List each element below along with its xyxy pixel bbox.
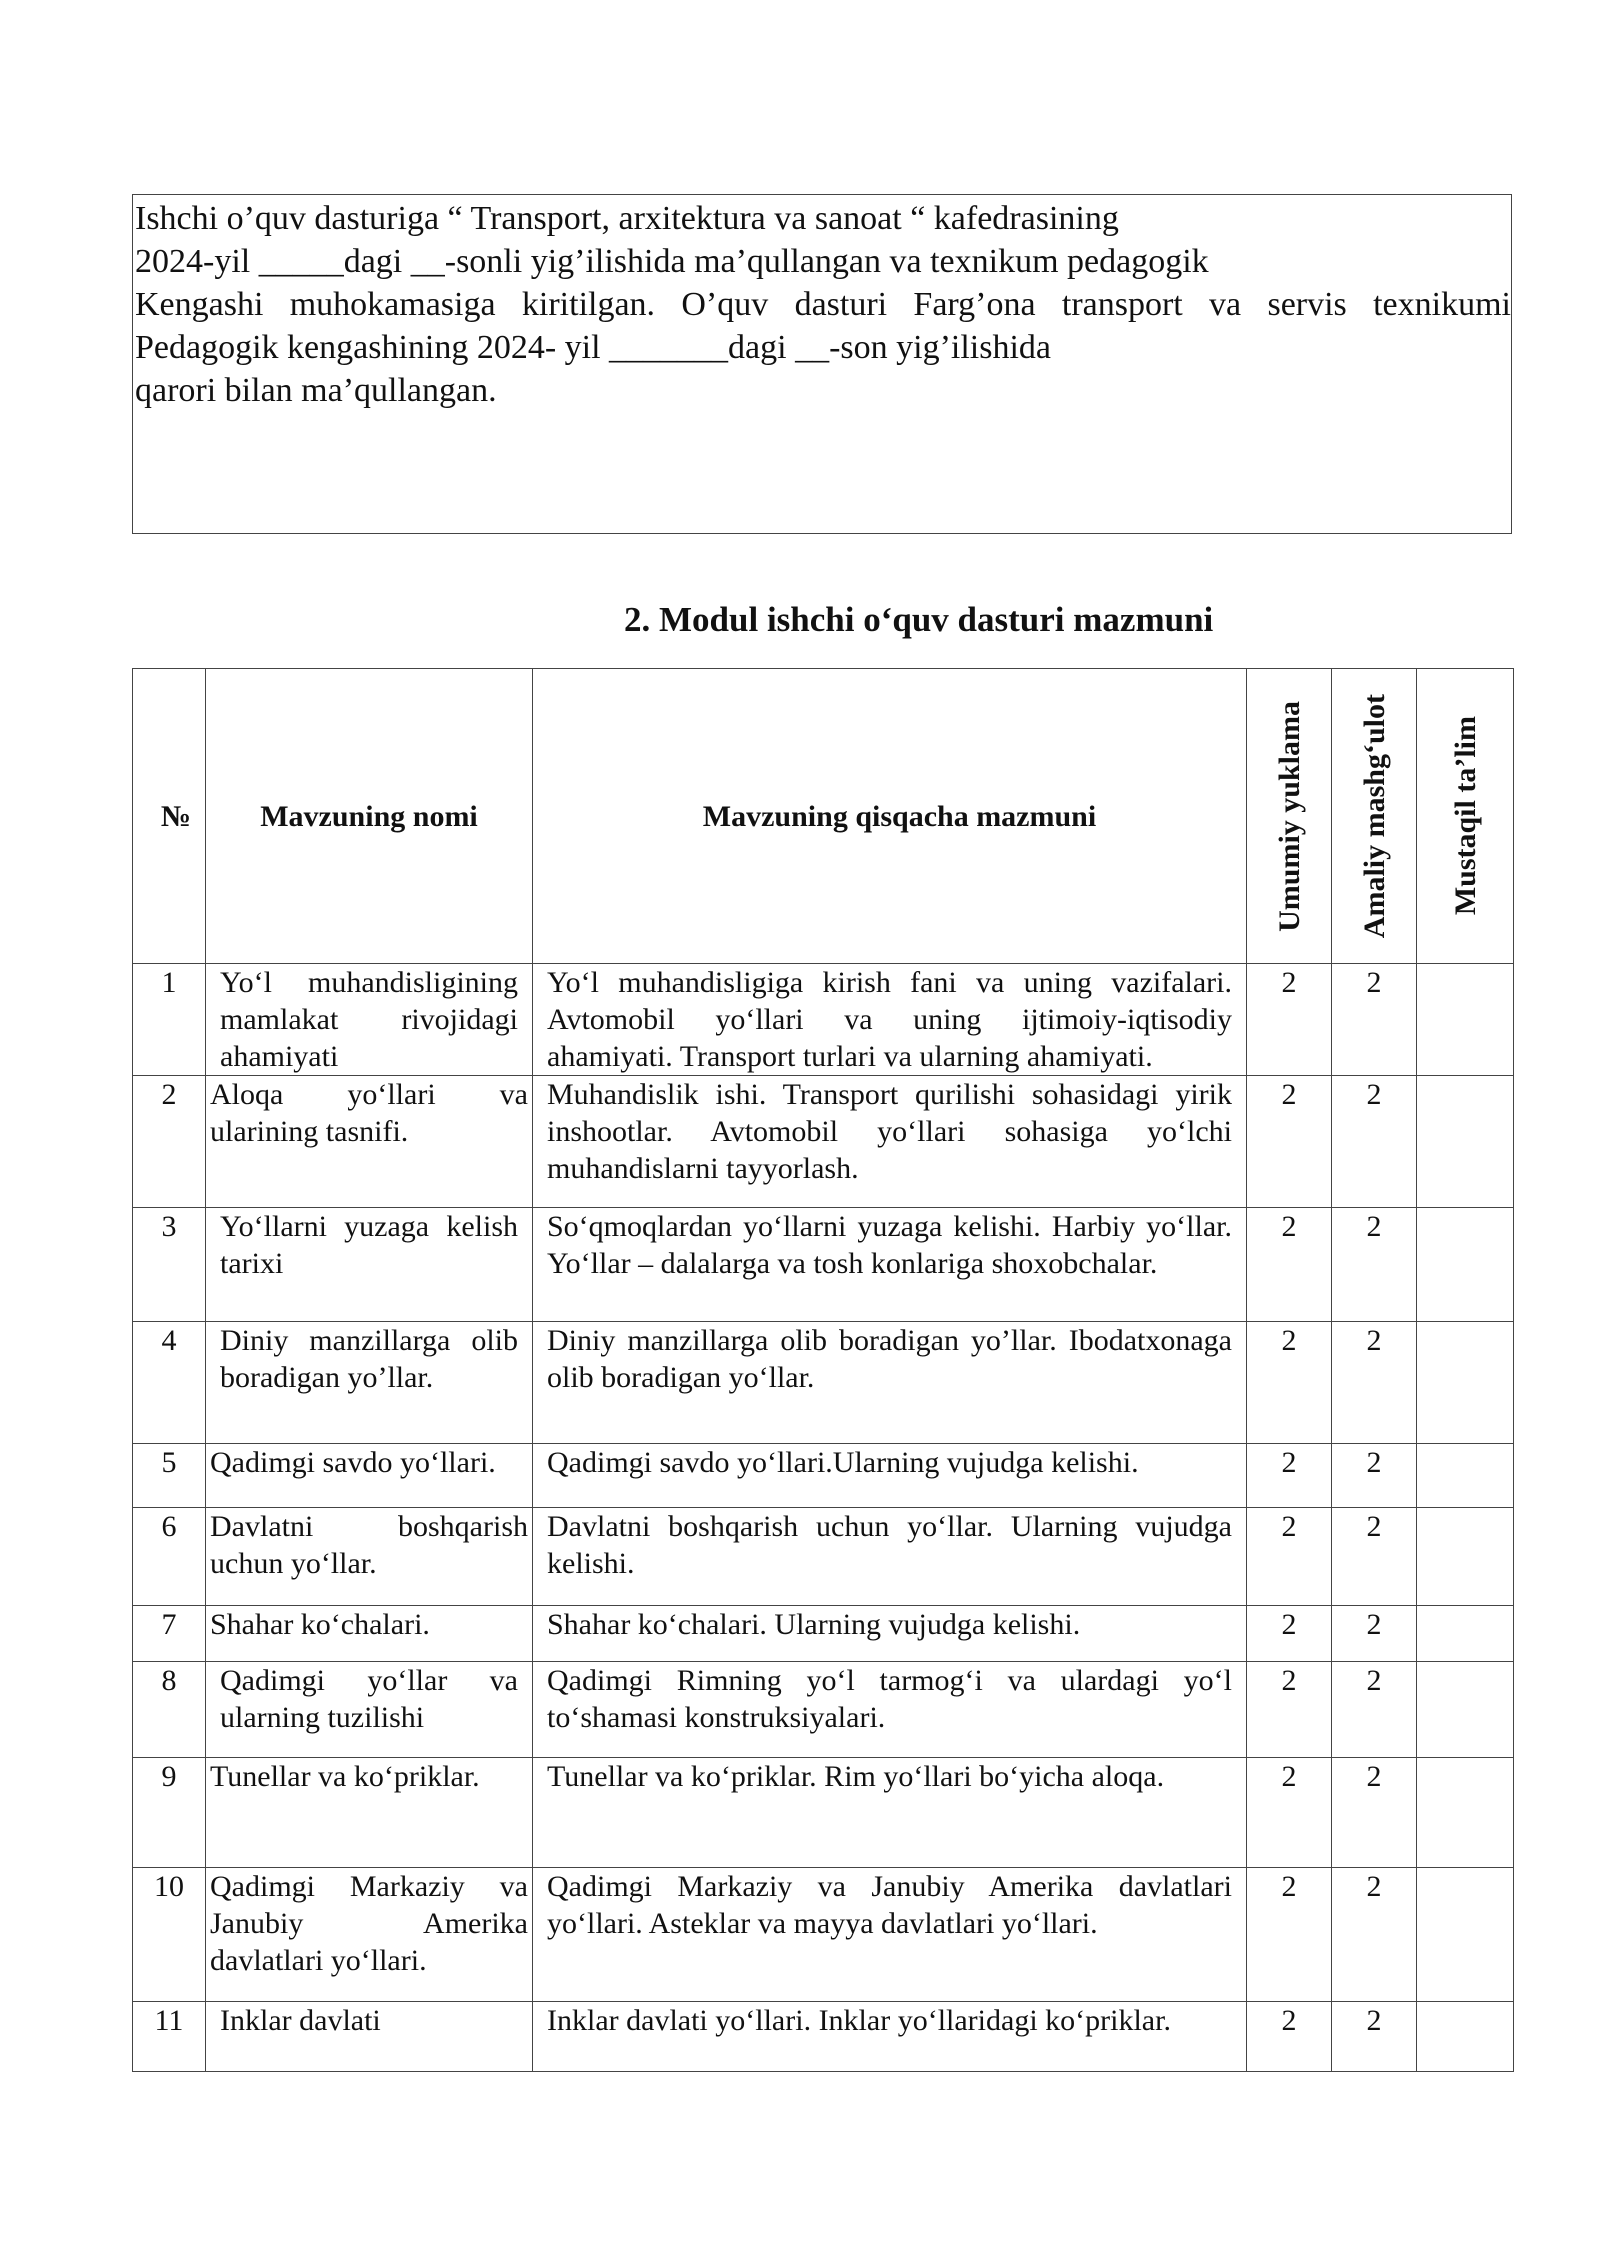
- row-practical-hours: 2: [1332, 1868, 1417, 2002]
- approval-line-1: Ishchi o’quv dasturiga “ Transport, arxitektura va sanoat “ kafedrasining: [135, 200, 1119, 237]
- row-number: 3: [133, 1208, 206, 1322]
- table-row: [133, 964, 1514, 1076]
- row-practical-hours: 2: [1332, 2002, 1417, 2072]
- row-practical-hours: 2: [1332, 1322, 1417, 1444]
- row-total-load: 2: [1247, 1758, 1332, 1868]
- row-number: 10: [133, 1868, 206, 2002]
- row-independent-hours: [1417, 1076, 1514, 1208]
- header-total-load: [1247, 669, 1332, 964]
- row-practical-hours: 2: [1332, 1606, 1417, 1662]
- row-number: 7: [133, 1606, 206, 1662]
- row-topic-summary: [533, 2002, 1247, 2072]
- table-row: [133, 2002, 1514, 2072]
- header-topic-name: Mavzuning nomi: [206, 669, 533, 964]
- row-independent-hours: [1417, 1322, 1514, 1444]
- header-practical: [1332, 669, 1417, 964]
- row-independent-hours: [1417, 1606, 1514, 1662]
- row-number: 11: [133, 2002, 206, 2072]
- row-topic-summary-text: So‘qmoqlardan yo‘llarni yuzaga kelishi. Harbiy yo‘llar. Yo‘llar – dalalarga va tosh konlariga shoxobchalar.: [547, 1210, 1232, 1280]
- row-independent-hours: [1417, 964, 1514, 1076]
- approval-note-box: [132, 194, 1512, 534]
- row-independent-hours: [1417, 1758, 1514, 1868]
- row-total-load: 2: [1247, 1868, 1332, 2002]
- row-topic-summary: [533, 1868, 1247, 2002]
- row-topic-name: [206, 1508, 533, 1606]
- row-number: 8: [133, 1662, 206, 1758]
- row-topic-summary-text: Diniy manzillarga olib boradigan yo’llar. Ibodatxonaga olib boradigan yo‘llar.: [547, 1324, 1232, 1394]
- header-independent: [1417, 669, 1514, 964]
- row-independent-hours: [1417, 1508, 1514, 1606]
- header-total-load-label: Umumiy yuklama: [1272, 700, 1306, 932]
- table-row: [133, 1662, 1514, 1758]
- row-topic-name: [206, 1868, 533, 2002]
- module-content-table: [132, 668, 1514, 2072]
- header-number: №: [133, 669, 206, 964]
- row-topic-summary-text: Inklar davlati yo‘llari. Inklar yo‘llaridagi ko‘priklar.: [547, 2004, 1171, 2037]
- row-topic-name: [206, 2002, 533, 2072]
- table-row: [133, 1758, 1514, 1868]
- row-topic-summary: [533, 964, 1247, 1076]
- row-topic-name-text: Yo‘l muhandisligining mamlakat rivojidagi ahamiyati: [220, 966, 518, 1073]
- row-topic-summary: [533, 1606, 1247, 1662]
- row-topic-name-text: Diniy manzillarga olib boradigan yo’llar.: [220, 1324, 518, 1394]
- row-independent-hours: [1417, 1868, 1514, 2002]
- row-total-load: 2: [1247, 1076, 1332, 1208]
- table-row: [133, 1076, 1514, 1208]
- row-topic-name-text: Qadimgi yo‘llar va ularning tuzilishi: [220, 1664, 518, 1734]
- row-topic-name: [206, 1322, 533, 1444]
- row-topic-summary: [533, 1758, 1247, 1868]
- row-practical-hours: 2: [1332, 1444, 1417, 1508]
- header-topic-summary: Mavzuning qisqacha mazmuni: [533, 669, 1247, 964]
- row-number: 4: [133, 1322, 206, 1444]
- approval-line-5: qarori bilan ma’qullangan.: [135, 372, 497, 409]
- row-topic-summary: [533, 1662, 1247, 1758]
- row-topic-name-text: Yo‘llarni yuzaga kelish tarixi: [220, 1210, 518, 1280]
- row-number: 9: [133, 1758, 206, 1868]
- table-row: [133, 1322, 1514, 1444]
- row-independent-hours: [1417, 1662, 1514, 1758]
- approval-line-3: Kengashi muhokamasiga kiritilgan. O’quv dasturi Farg’ona transport va servis texnikumi: [135, 286, 1511, 323]
- row-topic-summary-text: Shahar ko‘chalari. Ularning vujudga kelishi.: [547, 1608, 1081, 1641]
- row-number: 1: [133, 964, 206, 1076]
- row-topic-summary-text: Qadimgi Rimning yo‘l tarmog‘i va ulardagi yo‘l to‘shamasi konstruksiyalari.: [547, 1664, 1232, 1734]
- row-total-load: 2: [1247, 1208, 1332, 1322]
- row-number: 2: [133, 1076, 206, 1208]
- approval-line-2: 2024-yil _____dagi __-sonli yig’ilishida ma’qullangan va texnikum pedagogik: [135, 243, 1209, 280]
- row-topic-summary-text: Tunellar va ko‘priklar. Rim yo‘llari bo‘yicha aloqa.: [547, 1760, 1165, 1793]
- row-total-load: 2: [1247, 1662, 1332, 1758]
- row-independent-hours: [1417, 1444, 1514, 1508]
- row-topic-name-text: Qadimgi Markaziy va Janubiy Amerika davlatlari yo‘llari.: [210, 1870, 528, 1977]
- row-topic-summary-text: Muhandislik ishi. Transport qurilishi sohasidagi yirik inshootlar. Avtomobil yo‘llari sohasiga yo‘lchi muhandislarni tayyorlash.: [547, 1078, 1232, 1185]
- row-topic-name: [206, 1208, 533, 1322]
- row-topic-name: [206, 1076, 533, 1208]
- row-topic-summary-text: Yo‘l muhandisligiga kirish fani va uning vazifalari. Avtomobil yo‘llari va uning ijtimoiy-iqtisodiy ahamiyati. Transport turlari va ularning ahamiyati.: [547, 966, 1232, 1073]
- approval-line-4: Pedagogik kengashining 2024- yil _______dagi __-son yig’ilishida: [135, 329, 1052, 366]
- row-topic-name-text: Aloqa yo‘llari va ularining tasnifi.: [210, 1078, 528, 1148]
- table-row: [133, 1868, 1514, 2002]
- row-topic-summary-text: Davlatni boshqarish uchun yo‘llar. Ularning vujudga kelishi.: [547, 1510, 1232, 1580]
- row-number: 6: [133, 1508, 206, 1606]
- row-independent-hours: [1417, 1208, 1514, 1322]
- row-total-load: 2: [1247, 964, 1332, 1076]
- row-total-load: 2: [1247, 1444, 1332, 1508]
- section-title: 2. Modul ishchi o‘quv dasturi mazmuni: [624, 600, 1214, 639]
- row-topic-name-text: Tunellar va ko‘priklar.: [210, 1760, 480, 1793]
- row-topic-summary: [533, 1444, 1247, 1508]
- row-practical-hours: 2: [1332, 1076, 1417, 1208]
- table-row: [133, 1508, 1514, 1606]
- row-topic-name: [206, 1662, 533, 1758]
- row-practical-hours: 2: [1332, 1208, 1417, 1322]
- row-topic-name-text: Qadimgi savdo yo‘llari.: [210, 1446, 496, 1479]
- row-total-load: 2: [1247, 2002, 1332, 2072]
- row-topic-name: [206, 1758, 533, 1868]
- row-total-load: 2: [1247, 1606, 1332, 1662]
- row-topic-name: [206, 1444, 533, 1508]
- row-topic-summary-text: Qadimgi Markaziy va Janubiy Amerika davlatlari yo‘llari. Asteklar va mayya davlatlari yo‘llari.: [547, 1870, 1232, 1940]
- row-topic-summary-text: Qadimgi savdo yo‘llari.Ularning vujudga kelishi.: [547, 1446, 1139, 1479]
- row-independent-hours: [1417, 2002, 1514, 2072]
- row-number: 5: [133, 1444, 206, 1508]
- row-total-load: 2: [1247, 1508, 1332, 1606]
- row-practical-hours: 2: [1332, 1662, 1417, 1758]
- row-topic-summary: [533, 1208, 1247, 1322]
- row-practical-hours: 2: [1332, 964, 1417, 1076]
- table-row: [133, 1208, 1514, 1322]
- row-topic-name-text: Shahar ko‘chalari.: [210, 1608, 430, 1641]
- row-topic-name-text: Inklar davlati: [220, 2004, 381, 2037]
- table-row: [133, 1606, 1514, 1662]
- row-total-load: 2: [1247, 1322, 1332, 1444]
- row-topic-name: [206, 1606, 533, 1662]
- table-row: [133, 1444, 1514, 1508]
- row-practical-hours: 2: [1332, 1758, 1417, 1868]
- row-topic-name: [206, 964, 533, 1076]
- row-topic-summary: [533, 1076, 1247, 1208]
- header-practical-label: Amaliy mashg‘ulot: [1357, 693, 1391, 939]
- row-topic-name-text: Davlatni boshqarish uchun yo‘llar.: [210, 1510, 528, 1580]
- header-independent-label: Mustaqil ta’lim: [1448, 716, 1482, 916]
- row-practical-hours: 2: [1332, 1508, 1417, 1606]
- table-header-row: [133, 669, 1514, 964]
- row-topic-summary: [533, 1322, 1247, 1444]
- row-topic-summary: [533, 1508, 1247, 1606]
